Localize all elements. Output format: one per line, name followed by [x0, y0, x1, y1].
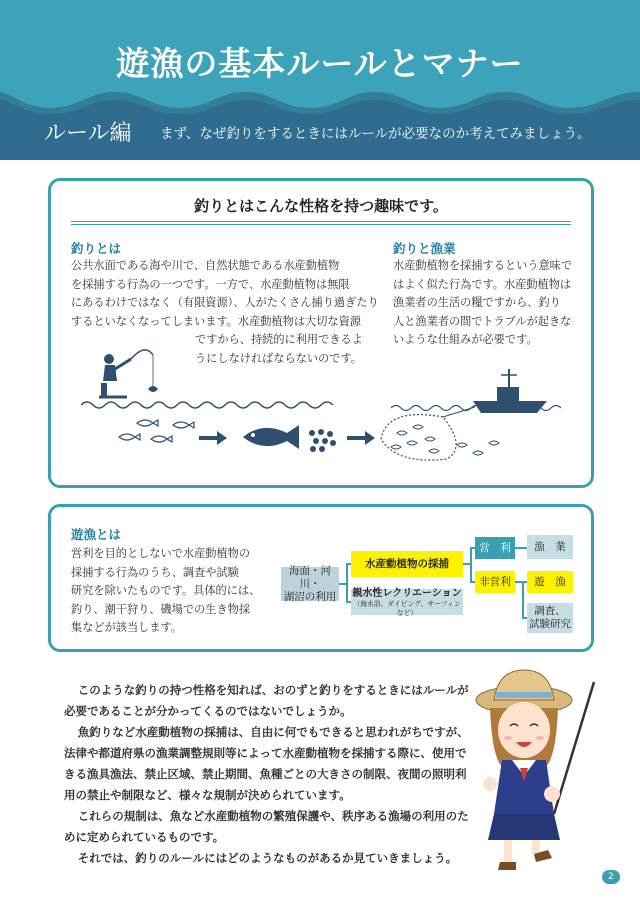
arrow-right-icon [199, 431, 227, 445]
connector [515, 547, 527, 549]
text-line: にあるわけではなく（有限資源）、人がたくさん捕り過ぎたり [71, 296, 379, 309]
research-node [527, 603, 573, 633]
text-line: 人と漁業者の間でトラブルが起きな [393, 314, 572, 328]
water-use-node [281, 564, 339, 603]
node-line: 海面・河川・ [289, 564, 331, 590]
text-line: するといなくなってしまいます。水産動植物は大切な資源 [71, 314, 361, 328]
section-description: まず、なぜ釣りをするときにはルールが必要なのか考えてみましょう。 [160, 126, 591, 142]
section-title: ルール編 [44, 121, 132, 146]
fish-school-icon [117, 415, 197, 455]
mascot-girl-illustration [462, 664, 602, 874]
recreation-label: 親水性レクリエーション [352, 587, 462, 599]
fishing-nature-heading: 釣りとはこんな性格を持つ趣味です。 [194, 197, 448, 215]
recreational-fishing-text [71, 545, 281, 638]
fishing-definition-title: 釣りとは [71, 241, 122, 256]
fishing-nature-box [48, 178, 594, 488]
fish-eggs-icon [307, 427, 337, 453]
fishing-and-fishery-text [393, 257, 583, 350]
text-line: 研究を除いたものです。具体的には、 [71, 584, 261, 597]
body-paragraph: 魚釣りなど水産動植物の採捕は、自由に何でもできると思われがちですが、法律や都道府県の漁業調整規則等によって水産動植物を採捕する際に、使用できる漁具漁法、禁止区域、禁止期間、魚種ごとの大きさの制限、夜間の照明利用の禁止や制限など、様々な規制が決められています。 [64, 725, 469, 802]
commercial-node: 営 利 [475, 537, 515, 559]
fishing-boat-illustration [377, 367, 567, 467]
page-title: 遊漁の基本ルールとマナー [116, 44, 524, 83]
text-line: 釣り、潮干狩り、磯場での生き物採 [71, 602, 251, 616]
text-line: を採捕する行為の一つです。一方で、水産動植物は無限 [71, 277, 350, 291]
body-paragraph: これらの規制は、魚など水産動植物の繁殖保護や、秩序ある漁場の利用のために定められているものです。 [64, 809, 469, 844]
node-line: 試験研究 [529, 618, 571, 630]
connector [522, 581, 524, 619]
body-text [64, 680, 470, 869]
capture-node: 水産動植物の採捕 [351, 551, 463, 577]
connector [346, 563, 348, 603]
recreational-fishing-title: 遊漁とは [71, 527, 122, 542]
big-fish-icon [239, 421, 303, 453]
node-line: 調査、 [534, 605, 566, 617]
text-line: 公共水面である海や川で、自然状態である水産動植物 [71, 259, 340, 272]
recreational-fishing-box [48, 504, 594, 652]
text-line: 採捕する行為のうち、調査や試験 [71, 565, 239, 579]
noncommercial-node: 非営利 [475, 571, 515, 593]
arrow-right-icon [347, 431, 375, 445]
text-line: ですから、持続的に利用できるよ [195, 333, 363, 346]
text-line: 集などが該当します。 [71, 621, 182, 634]
text-line: うにしなければならないのです。 [195, 351, 362, 365]
recreation-node [351, 589, 463, 615]
text-line: はよく似た行為です。水産動植物は [393, 277, 572, 291]
connector [470, 547, 472, 583]
recreation-note: （海水浴、ダイビング、サーフィンなど） [353, 599, 461, 617]
page-number: 2 [602, 870, 620, 884]
fishery-node: 漁 業 [527, 535, 573, 559]
recreational-fishing-node: 遊 漁 [527, 571, 573, 593]
page-header [0, 0, 640, 160]
text-line: 漁業者の生活の糧ですから、釣り [393, 296, 561, 309]
heading-divider [71, 221, 571, 222]
body-paragraph: このような釣りの持つ性格を知れば、おのずと釣りをするときにはルールが必要であることが分かってくるのではないでしょうか。 [64, 683, 469, 718]
text-line: 水産動植物を採捕するという意味で [393, 259, 573, 272]
node-line: 湖沼の利用 [283, 590, 337, 603]
text-line: いような仕組みが必要です。 [393, 333, 538, 346]
body-paragraph: それでは、釣りのルールにはどのようなものがあるか見ていきましょう。 [77, 851, 458, 865]
heading-divider [71, 224, 571, 225]
text-line: 営利を目的としないで水産動植物の [71, 547, 251, 560]
fishing-and-fishery-title: 釣りと漁業 [393, 241, 456, 256]
